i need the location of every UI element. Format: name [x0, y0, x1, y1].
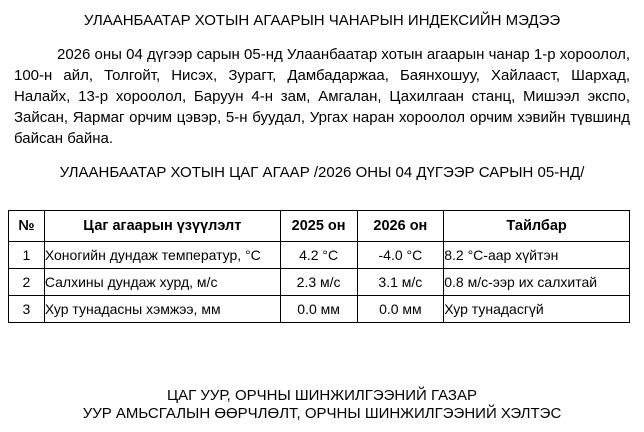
- cell-note: Хур тунадасгүй: [444, 296, 630, 323]
- footer-division-line: УУР АМЬСГАЛЫН ӨӨРЧЛӨЛТ, ОРЧНЫ ШИНЖИЛГЭЭНИЙ ХЭЛТЭС: [82, 404, 562, 422]
- summary-paragraph: 2026 оны 04 дүгээр сарын 05-нд Улаанбаатар хотын агаарын чанар 1-р хороолол, 100-н айл, Толгойт, Нисэх, Зурагт, Дамбадаржаа, Баянхошуу, Хайлааст, Шархад, Налайх, 13-р хороолол, Баруун 4-н зам, Амгалан, Цахилгаан станц, Мишээл экспо, Зайсан, Яармаг орчим цэвэр, 5-н буудал, Ургах наран хороолол орчим хэвийн түвшинд байсан байна.: [14, 46, 630, 147]
- cell-indicator: Хоногийн дундаж температур, °С: [44, 242, 280, 269]
- page-title: УЛААНБААТАР ХОТЫН АГААРЫН ЧАНАРЫН ИНДЕКСИЙН МЭДЭЭ: [83, 12, 561, 29]
- cell-2025: 2.3 м/с: [280, 269, 357, 296]
- cell-note: 0.8 м/с-ээр их салхитай: [444, 269, 630, 296]
- col-header-number: №: [9, 211, 45, 242]
- col-header-indicator: Цаг агаарын үзүүлэлт: [44, 211, 280, 242]
- cell-2026: 0.0 мм: [357, 296, 444, 323]
- cell-2026: -4.0 °С: [357, 242, 444, 269]
- table-row: [9, 242, 630, 269]
- table-title: УЛААНБААТАР ХОТЫН ЦАГ АГААР /2026 ОНЫ 04 ДҮГЭЭР САРЫН 05-НД/: [59, 164, 585, 181]
- cell-indicator: Хур тунадасны хэмжээ, мм: [44, 296, 280, 323]
- col-header-2026: 2026 он: [357, 211, 444, 242]
- col-header-note: Тайлбар: [444, 211, 630, 242]
- table-row: [9, 269, 630, 296]
- cell-number: 3: [9, 296, 45, 323]
- cell-number: 1: [9, 242, 45, 269]
- document-footer: [14, 387, 630, 422]
- footer-agency-line: ЦАГ УУР, ОРЧНЫ ШИНЖИЛГЭЭНИЙ ГАЗАР: [166, 387, 477, 404]
- table-header-row: [9, 211, 630, 242]
- table-row: [9, 296, 630, 323]
- cell-number: 2: [9, 269, 45, 296]
- col-header-2025: 2025 он: [280, 211, 357, 242]
- weather-table: [8, 210, 630, 323]
- cell-indicator: Салхины дундаж хурд, м/с: [44, 269, 280, 296]
- cell-2026: 3.1 м/с: [357, 269, 444, 296]
- cell-2025: 0.0 мм: [280, 296, 357, 323]
- cell-note: 8.2 °С-аар хүйтэн: [444, 242, 630, 269]
- cell-2025: 4.2 °С: [280, 242, 357, 269]
